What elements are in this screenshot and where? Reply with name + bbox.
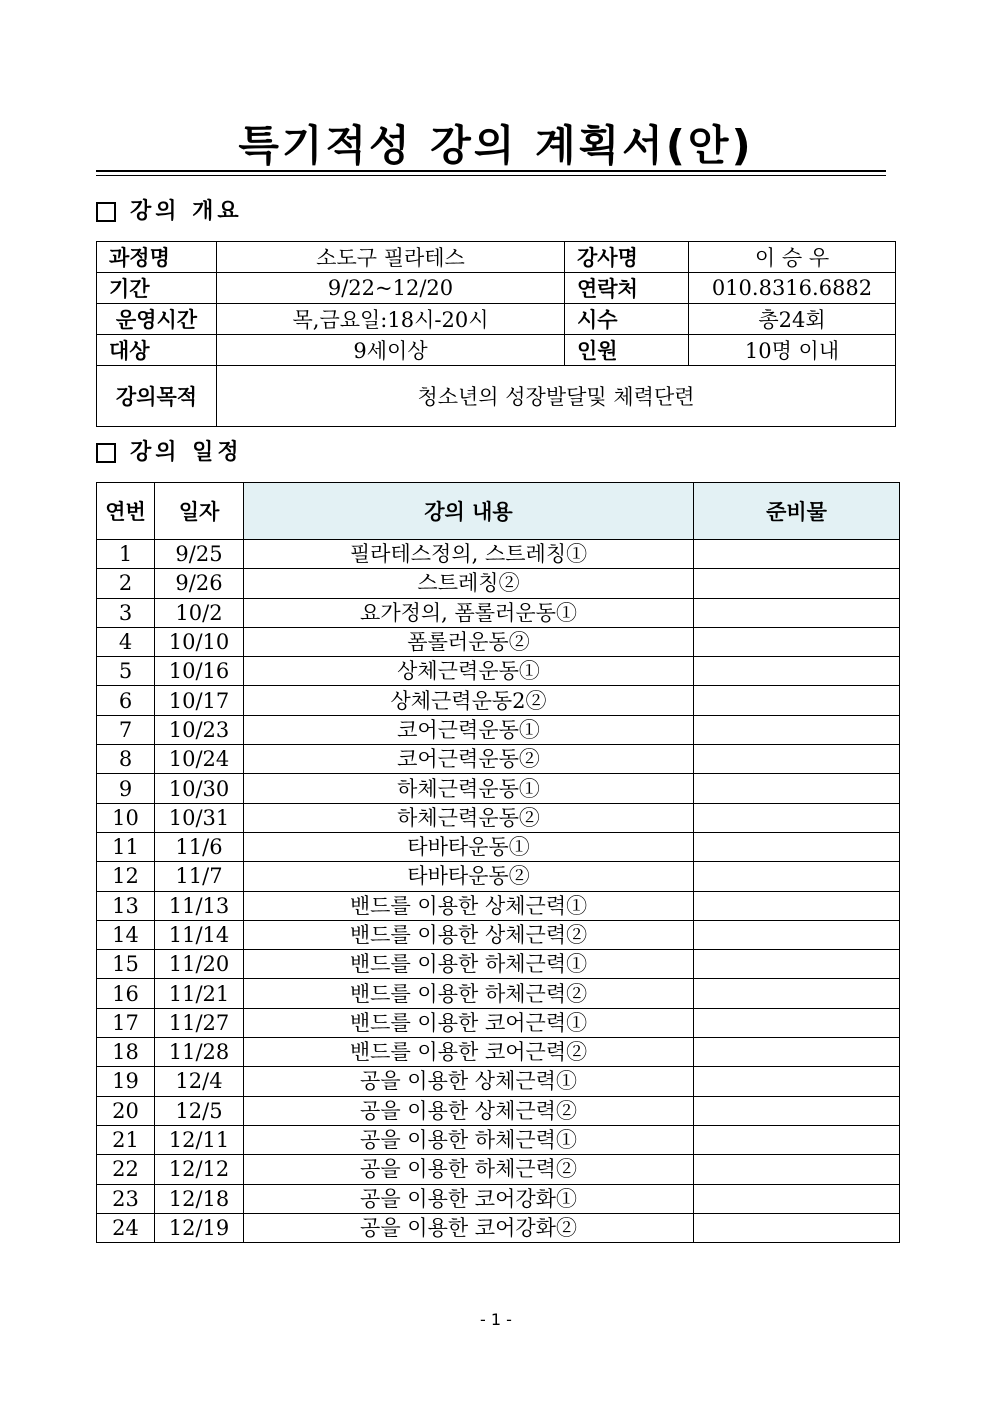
- table-row: [97, 891, 900, 920]
- table-row: [97, 832, 900, 861]
- header-content: 강의 내용: [244, 483, 694, 540]
- schedule-heading-text: 강의 일정: [130, 440, 243, 465]
- table-row: [97, 803, 900, 832]
- cell-no: 6: [97, 686, 155, 715]
- table-row: [97, 686, 900, 715]
- cell-date: 11/6: [155, 832, 244, 861]
- cell-materials: [694, 774, 900, 803]
- cell-date: 12/11: [155, 1125, 244, 1154]
- cell-materials: [694, 950, 900, 979]
- table-row: [97, 1067, 900, 1096]
- cell-materials: [694, 715, 900, 744]
- cell-content: 필라테스정의, 스트레칭①: [244, 540, 694, 569]
- purpose-value: 청소년의 성장발달및 체력단련: [217, 366, 896, 427]
- cell-date: 11/20: [155, 950, 244, 979]
- cell-date: 10/23: [155, 715, 244, 744]
- cell-no: 22: [97, 1155, 155, 1184]
- overview-row: [97, 335, 896, 366]
- cell-materials: [694, 540, 900, 569]
- cell-no: 15: [97, 950, 155, 979]
- cell-content: 공을 이용한 코어강화①: [244, 1184, 694, 1213]
- cell-materials: [694, 891, 900, 920]
- table-row: [97, 540, 900, 569]
- cell-materials: [694, 1155, 900, 1184]
- table-row: [97, 657, 900, 686]
- cell-materials: [694, 979, 900, 1008]
- cell-no: 24: [97, 1213, 155, 1242]
- hours-value: 목,금요일:18시-20시: [217, 304, 565, 335]
- cell-content: 밴드를 이용한 상체근력①: [244, 891, 694, 920]
- cell-no: 23: [97, 1184, 155, 1213]
- target-label: 대상: [97, 335, 217, 366]
- table-row: [97, 627, 900, 656]
- overview-row: [97, 273, 896, 304]
- cell-content: 요가정의, 폼롤러운동①: [244, 598, 694, 627]
- cell-date: 12/18: [155, 1184, 244, 1213]
- schedule-section-heading: [96, 438, 243, 468]
- cell-date: 9/26: [155, 569, 244, 598]
- target-value: 9세이상: [217, 335, 565, 366]
- checkbox-icon: [96, 202, 116, 222]
- cell-no: 18: [97, 1038, 155, 1067]
- cell-materials: [694, 598, 900, 627]
- cell-date: 10/31: [155, 803, 244, 832]
- cell-materials: [694, 1067, 900, 1096]
- cell-date: 11/7: [155, 862, 244, 891]
- contact-value: 010.8316.6882: [689, 273, 896, 304]
- cell-date: 12/19: [155, 1213, 244, 1242]
- cell-materials: [694, 745, 900, 774]
- table-row: [97, 1096, 900, 1125]
- capacity-label: 인원: [565, 335, 689, 366]
- cell-content: 밴드를 이용한 코어근력①: [244, 1008, 694, 1037]
- table-row: [97, 1184, 900, 1213]
- instructor-value: 이 승 우: [689, 242, 896, 273]
- capacity-value: 10명 이내: [689, 335, 896, 366]
- cell-date: 11/28: [155, 1038, 244, 1067]
- overview-heading-text: 강의 개요: [130, 199, 243, 224]
- cell-materials: [694, 1125, 900, 1154]
- cell-date: 12/5: [155, 1096, 244, 1125]
- cell-content: 스트레칭②: [244, 569, 694, 598]
- cell-materials: [694, 657, 900, 686]
- cell-content: 밴드를 이용한 하체근력①: [244, 950, 694, 979]
- cell-date: 10/17: [155, 686, 244, 715]
- cell-no: 2: [97, 569, 155, 598]
- cell-no: 13: [97, 891, 155, 920]
- table-row: [97, 1125, 900, 1154]
- cell-content: 타바타운동②: [244, 862, 694, 891]
- cell-no: 16: [97, 979, 155, 1008]
- table-row: [97, 745, 900, 774]
- cell-no: 4: [97, 627, 155, 656]
- table-row: [97, 862, 900, 891]
- cell-materials: [694, 862, 900, 891]
- cell-no: 17: [97, 1008, 155, 1037]
- cell-content: 밴드를 이용한 코어근력②: [244, 1038, 694, 1067]
- course-value: 소도구 필라테스: [217, 242, 565, 273]
- cell-materials: [694, 1096, 900, 1125]
- schedule-body: [97, 540, 900, 1243]
- cell-date: 11/14: [155, 920, 244, 949]
- table-row: [97, 950, 900, 979]
- cell-content: 공을 이용한 하체근력①: [244, 1125, 694, 1154]
- cell-date: 11/27: [155, 1008, 244, 1037]
- cell-date: 10/10: [155, 627, 244, 656]
- cell-no: 19: [97, 1067, 155, 1096]
- checkbox-icon: [96, 443, 116, 463]
- course-label: 과정명: [97, 242, 217, 273]
- cell-no: 3: [97, 598, 155, 627]
- table-row: [97, 774, 900, 803]
- cell-no: 20: [97, 1096, 155, 1125]
- cell-no: 1: [97, 540, 155, 569]
- cell-date: 11/21: [155, 979, 244, 1008]
- cell-content: 공을 이용한 상체근력②: [244, 1096, 694, 1125]
- page-number: - 1 -: [480, 1310, 512, 1329]
- table-row: [97, 1213, 900, 1242]
- cell-date: 11/13: [155, 891, 244, 920]
- table-row: [97, 1038, 900, 1067]
- contact-label: 연락처: [565, 273, 689, 304]
- cell-content: 타바타운동①: [244, 832, 694, 861]
- cell-materials: [694, 1213, 900, 1242]
- cell-materials: [694, 803, 900, 832]
- table-row: [97, 1155, 900, 1184]
- cell-date: 10/16: [155, 657, 244, 686]
- purpose-label: 강의목적: [97, 366, 217, 427]
- hours-label: 운영시간: [97, 304, 217, 335]
- overview-row: [97, 242, 896, 273]
- cell-content: 하체근력운동②: [244, 803, 694, 832]
- cell-content: 밴드를 이용한 상체근력②: [244, 920, 694, 949]
- period-value: 9/22~12/20: [217, 273, 565, 304]
- cell-no: 12: [97, 862, 155, 891]
- cell-no: 8: [97, 745, 155, 774]
- table-row: [97, 920, 900, 949]
- cell-content: 하체근력운동①: [244, 774, 694, 803]
- cell-date: 12/12: [155, 1155, 244, 1184]
- cell-materials: [694, 832, 900, 861]
- header-date: 일자: [155, 483, 244, 540]
- cell-date: 12/4: [155, 1067, 244, 1096]
- cell-no: 9: [97, 774, 155, 803]
- cell-no: 11: [97, 832, 155, 861]
- cell-content: 폼롤러운동②: [244, 627, 694, 656]
- cell-content: 밴드를 이용한 하체근력②: [244, 979, 694, 1008]
- cell-date: 10/24: [155, 745, 244, 774]
- cell-date: 9/25: [155, 540, 244, 569]
- cell-no: 21: [97, 1125, 155, 1154]
- overview-row: [97, 304, 896, 335]
- cell-content: 공을 이용한 상체근력①: [244, 1067, 694, 1096]
- title-underline: [96, 170, 886, 172]
- schedule-table: [96, 482, 900, 1243]
- overview-section-heading: [96, 197, 243, 227]
- table-row: [97, 1008, 900, 1037]
- cell-date: 10/2: [155, 598, 244, 627]
- cell-content: 공을 이용한 하체근력②: [244, 1155, 694, 1184]
- table-row: [97, 569, 900, 598]
- cell-no: 10: [97, 803, 155, 832]
- sessions-label: 시수: [565, 304, 689, 335]
- cell-materials: [694, 1038, 900, 1067]
- cell-no: 14: [97, 920, 155, 949]
- header-no: 연번: [97, 483, 155, 540]
- document-title: 특기적성 강의 계획서(안): [238, 121, 754, 170]
- cell-no: 7: [97, 715, 155, 744]
- cell-materials: [694, 569, 900, 598]
- instructor-label: 강사명: [565, 242, 689, 273]
- period-label: 기간: [97, 273, 217, 304]
- title-underline-thin: [96, 175, 886, 176]
- cell-content: 상체근력운동①: [244, 657, 694, 686]
- cell-content: 상체근력운동2②: [244, 686, 694, 715]
- cell-content: 코어근력운동①: [244, 715, 694, 744]
- cell-content: 공을 이용한 코어강화②: [244, 1213, 694, 1242]
- table-row: [97, 979, 900, 1008]
- cell-materials: [694, 1008, 900, 1037]
- schedule-header-row: [97, 483, 900, 540]
- table-row: [97, 715, 900, 744]
- cell-materials: [694, 686, 900, 715]
- cell-date: 10/30: [155, 774, 244, 803]
- overview-table: [96, 241, 896, 427]
- cell-materials: [694, 1184, 900, 1213]
- cell-content: 코어근력운동②: [244, 745, 694, 774]
- cell-materials: [694, 920, 900, 949]
- cell-no: 5: [97, 657, 155, 686]
- header-materials: 준비물: [694, 483, 900, 540]
- sessions-value: 총24회: [689, 304, 896, 335]
- table-row: [97, 598, 900, 627]
- overview-row: [97, 366, 896, 427]
- cell-materials: [694, 627, 900, 656]
